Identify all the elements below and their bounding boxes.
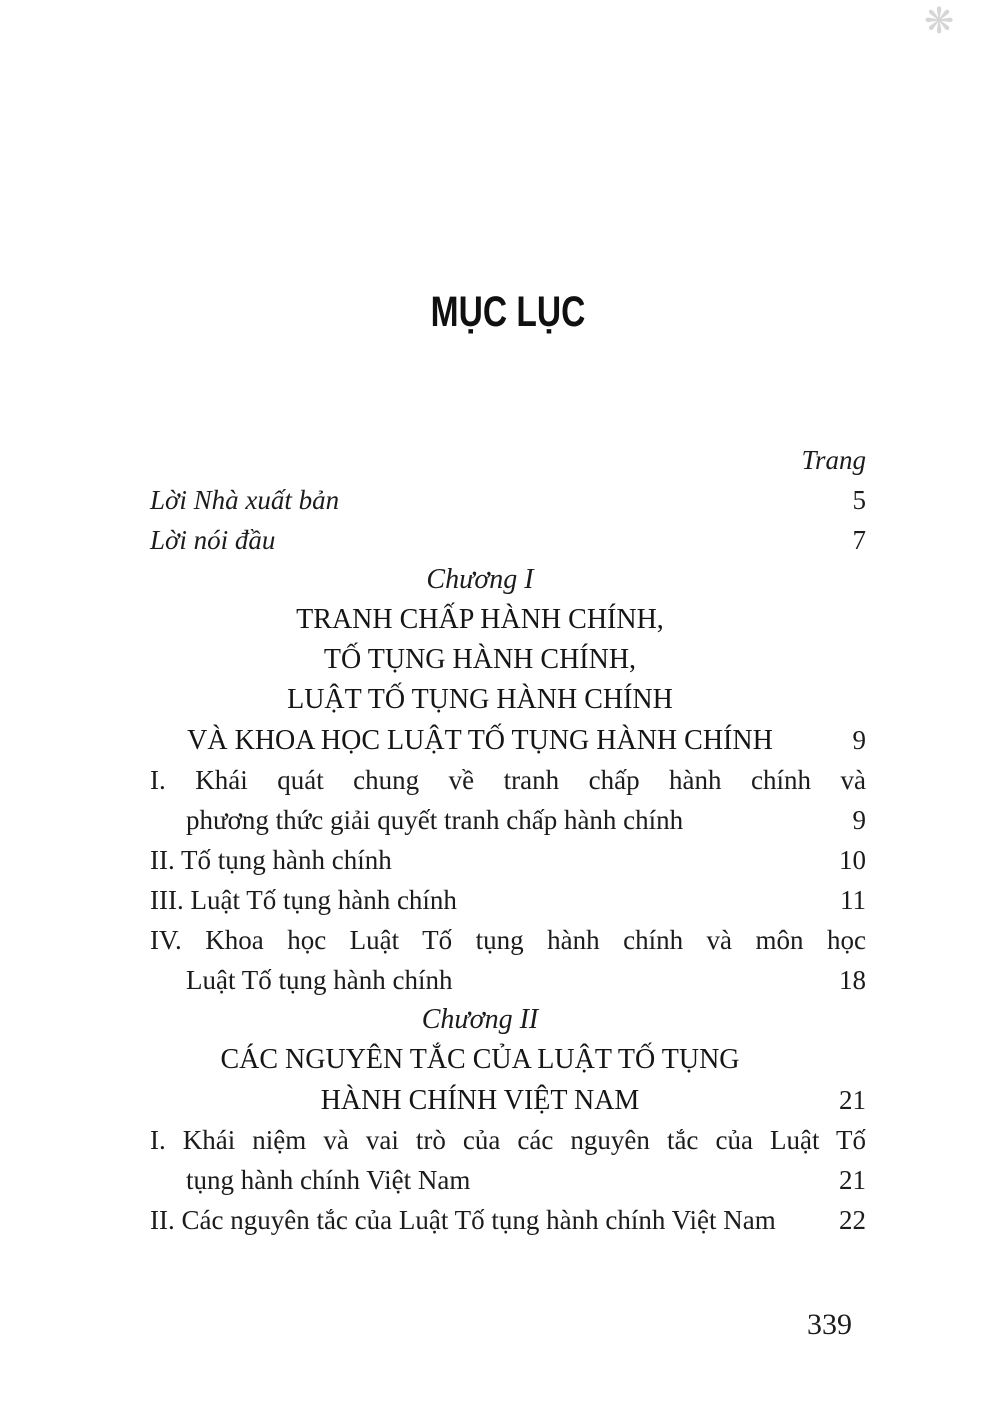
page-title: MỤC LỤC (430, 288, 586, 336)
toc-entry-text: I. Khái niệm và vai trò của các nguyên tắc của Luật Tố (150, 1125, 866, 1155)
toc-entry-page-number: 21 (839, 1085, 866, 1115)
toc-entry-text: I. Khái quát chung về tranh chấp hành chính và (150, 765, 866, 795)
toc-entry-page-number: 18 (839, 965, 866, 995)
flower-asterisk-icon: ❋ (924, 1, 955, 42)
toc-chapter-title-line (150, 1080, 866, 1120)
toc-item-line (150, 1160, 866, 1200)
toc-entry-text: HÀNH CHÍNH VIỆT NAM (320, 1085, 640, 1116)
toc-entry-page-number: 7 (852, 525, 866, 555)
toc-entry-text: Luật Tố tụng hành chính (186, 965, 453, 995)
toc-entry-text: Lời Nhà xuất bản (150, 485, 340, 515)
toc-entry-page-number: 9 (852, 805, 866, 835)
toc-entry-text: Lời nói đầu (150, 525, 276, 555)
toc-front-matter-entry (150, 520, 866, 560)
toc-entry-text: II. Các nguyên tắc của Luật Tố tụng hành chính Việt Nam (150, 1205, 776, 1235)
toc-entry-text: IV. Khoa học Luật Tố tụng hành chính và môn học (150, 925, 866, 955)
toc-entry-page-number: 9 (852, 725, 866, 755)
toc-entry-text: LUẬT TỐ TỤNG HÀNH CHÍNH (287, 684, 673, 715)
toc-chapter-label (150, 1000, 866, 1040)
toc-chapter-title-line (150, 1040, 866, 1080)
toc-chapter-title-line (150, 720, 866, 760)
toc-item-line (150, 880, 866, 920)
folio-page-number: 339 (807, 1308, 852, 1341)
toc-chapter-title-line (150, 600, 866, 640)
toc-column-header (150, 440, 866, 480)
toc-front-matter-entry (150, 480, 866, 520)
toc-item-line (150, 960, 866, 1000)
toc-entry-text: Trang (801, 445, 866, 475)
toc-entry-text: VÀ KHOA HỌC LUẬT TỐ TỤNG HÀNH CHÍNH (187, 725, 773, 756)
toc-entry-text: Chương II (421, 1004, 539, 1035)
toc-chapter-label (150, 560, 866, 600)
toc-item-line (150, 760, 866, 800)
toc-entry-text: III. Luật Tố tụng hành chính (150, 885, 457, 915)
toc-item-line (150, 1120, 866, 1160)
toc-entry-text: TỐ TỤNG HÀNH CHÍNH, (323, 644, 637, 675)
toc-entry-text: phương thức giải quyết tranh chấp hành chính (186, 805, 684, 835)
toc-entry-text: CÁC NGUYÊN TẮC CỦA LUẬT TỐ TỤNG (220, 1044, 740, 1075)
toc-entry-text: TRANH CHẤP HÀNH CHÍNH, (296, 604, 664, 635)
toc-entry-text: Chương I (426, 564, 534, 595)
toc-entry-text: II. Tố tụng hành chính (150, 845, 392, 875)
toc-entry-page-number: 10 (839, 845, 866, 875)
table-of-contents (150, 440, 866, 1240)
toc-chapter-title-line (150, 640, 866, 680)
toc-entry-text: tụng hành chính Việt Nam (186, 1165, 471, 1195)
toc-entry-page-number: 21 (839, 1165, 866, 1195)
toc-item-line (150, 840, 866, 880)
toc-item-line (150, 1200, 866, 1240)
toc-item-line (150, 800, 866, 840)
toc-entry-page-number: 5 (852, 485, 866, 515)
toc-chapter-title-line (150, 680, 866, 720)
toc-entry-page-number: 11 (840, 885, 866, 915)
toc-entry-page-number: 22 (839, 1205, 866, 1235)
toc-item-line (150, 920, 866, 960)
